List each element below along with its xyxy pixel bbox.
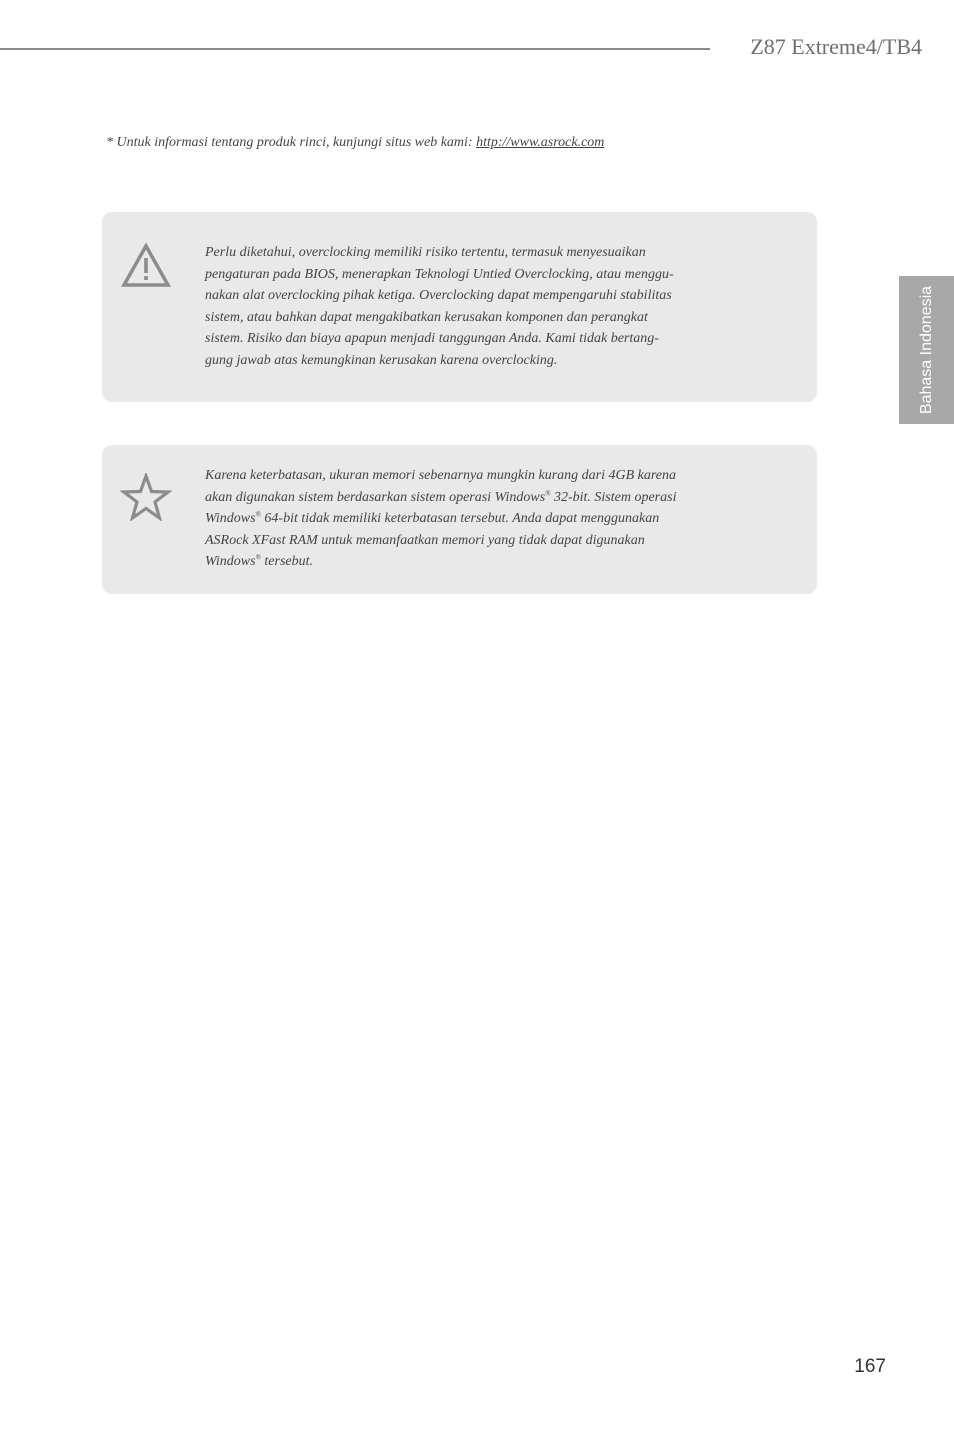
asrock-website-link[interactable]: http://www.asrock.com: [476, 135, 605, 150]
registered-mark: ®: [255, 553, 261, 562]
warning-line: sistem. Risiko dan biaya apapun menjadi tanggungan Anda. Kami tidak bertang-: [205, 331, 659, 347]
page-number: 167: [854, 1356, 886, 1377]
product-info-note-text: * Untuk informasi tentang produk rinci, kunjungi situs web kami:: [106, 135, 477, 150]
overclocking-warning-box: [102, 212, 817, 402]
language-side-tab-label: Bahasa Indonesia: [917, 285, 935, 415]
warning-line: pengaturan pada BIOS, menerapkan Teknologi Untied Overclocking, atau menggu-: [205, 266, 674, 282]
registered-mark: ®: [545, 488, 551, 497]
header-rule: [0, 48, 710, 50]
memory-note-box: [102, 445, 817, 594]
registered-mark: ®: [255, 510, 261, 519]
memory-note-line: Windows® tersebut.: [205, 553, 314, 570]
star-icon: [120, 473, 172, 521]
product-info-note: [106, 135, 604, 151]
model-title: Z87 Extreme4/TB4: [750, 34, 922, 59]
memory-note-text: [205, 465, 765, 573]
memory-note-line: Windows® 64-bit tidak memiliki keterbatasan tersebut. Anda dapat menggunakan: [205, 510, 660, 527]
language-side-tab: [899, 276, 954, 424]
warning-line: sistem, atau bahkan dapat mengakibatkan kerusakan komponen dan perangkat: [205, 309, 648, 325]
memory-note-line: akan digunakan sistem berdasarkan sistem operasi Windows® 32-bit. Sistem operasi: [205, 488, 677, 505]
warning-line: Perlu diketahui, overclocking memiliki risiko tertentu, termasuk menyesuaikan: [205, 245, 646, 260]
memory-note-line: ASRock XFast RAM untuk memanfaatkan memori yang tidak dapat digunakan: [205, 532, 645, 548]
memory-note-line: Karena keterbatasan, ukuran memori sebenarnya mungkin kurang dari 4GB karena: [205, 468, 677, 483]
warning-triangle-icon: [120, 242, 172, 290]
warning-line: gung jawab atas kemungkinan kerusakan karena overclocking.: [205, 352, 558, 368]
warning-line: nakan alat overclocking pihak ketiga. Overclocking dapat mempengaruhi stabilitas: [205, 288, 672, 304]
overclocking-warning-text: [205, 242, 765, 372]
